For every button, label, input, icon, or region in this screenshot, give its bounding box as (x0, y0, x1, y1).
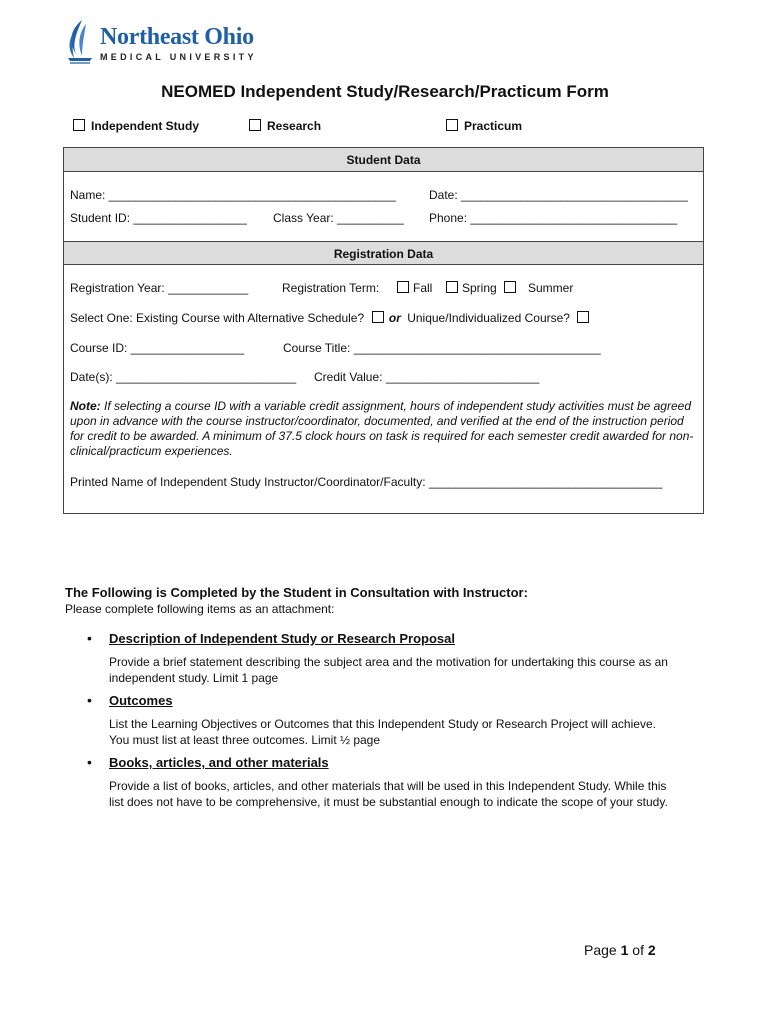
page-prefix: Page (584, 942, 621, 958)
term-label: Summer (528, 281, 574, 295)
name-field[interactable]: Name: ___________________________________________ (70, 188, 396, 202)
class-year-field[interactable]: Class Year: __________ (273, 211, 404, 225)
note-text: If selecting a course ID with a variable credit assignment, hours of independent study activities must be agreed upon in advance with the course instructor/coordinator, documented, and verified at the end of the instruction period for credit to be awarded. A minimum of 37.5 clock hours on task is required for each semester credit awarded for non-clinical/practicum experiences. (70, 399, 694, 458)
item-title: Outcomes (109, 693, 173, 708)
registration-note (70, 399, 700, 459)
select-one-suffix: Unique/Individualized Course? (407, 311, 570, 325)
select-one-row (70, 311, 595, 325)
option-practicum[interactable] (446, 119, 522, 133)
option-label: Research (267, 119, 322, 133)
page-current: 1 (620, 942, 629, 958)
term-spring[interactable] (446, 281, 497, 295)
checkbox-research[interactable] (249, 119, 261, 131)
item-title: Books, articles, and other materials (109, 755, 329, 770)
bullet-icon: • (87, 692, 92, 708)
university-logo (62, 18, 262, 68)
consultation-subheading: Please complete following items as an attachment: (65, 602, 335, 616)
checkbox-spring[interactable] (446, 281, 458, 293)
select-or: or (388, 311, 401, 325)
course-id-field[interactable]: Course ID: _________________ (70, 341, 245, 355)
page-total: 2 (647, 942, 656, 958)
select-one-prefix: Select One: Existing Course with Alternative Schedule? (70, 311, 365, 325)
item-description: Provide a list of books, articles, and other materials that will be used in this Independent Study. While this list does not have to be comprehensive, it must be substantial enough to indicate the scope of your study. (109, 779, 668, 809)
registration-year-field[interactable]: Registration Year: ____________ (70, 281, 249, 295)
form-title: NEOMED Independent Study/Research/Practicum Form (161, 82, 609, 101)
student-id-field[interactable]: Student ID: _________________ (70, 211, 247, 225)
item-description: List the Learning Objectives or Outcomes that this Independent Study or Research Project will achieve. You must list at least three outcomes. Limit ½ page (109, 717, 656, 747)
logo-name: Northeast Ohio (100, 24, 254, 50)
bullet-icon: • (87, 754, 92, 770)
term-summer[interactable] (504, 281, 573, 295)
term-label: Spring (462, 281, 497, 295)
checkbox-independent-study[interactable] (73, 119, 85, 131)
item-title: Description of Independent Study or Research Proposal (109, 631, 456, 646)
option-research[interactable] (249, 119, 321, 133)
item-description: Provide a brief statement describing the subject area and the motivation for undertaking this course as an independent study. Limit 1 page (109, 655, 668, 685)
registration-term-label: Registration Term: (282, 281, 380, 295)
checkbox-practicum[interactable] (446, 119, 458, 131)
date-field[interactable]: Date: __________________________________ (429, 188, 688, 202)
registration-data-header: Registration Data (64, 241, 703, 265)
term-fall[interactable] (397, 281, 432, 295)
checkbox-summer[interactable] (504, 281, 516, 293)
page-number (584, 942, 656, 958)
course-title-field[interactable]: Course Title: _____________________________________ (283, 341, 601, 355)
note-label: Note: (70, 399, 101, 413)
checkbox-existing-course[interactable] (372, 311, 384, 323)
term-label: Fall (413, 281, 433, 295)
phone-field[interactable]: Phone: _______________________________ (429, 211, 678, 225)
instructor-name-field[interactable]: Printed Name of Independent Study Instructor/Coordinator/Faculty: ___________________________________ (70, 475, 663, 489)
page-of: of (628, 942, 648, 958)
option-independent-study[interactable] (73, 119, 199, 133)
consultation-heading: The Following is Completed by the Student in Consultation with Instructor: (65, 585, 528, 600)
bullet-icon: • (87, 630, 92, 646)
checkbox-unique-course[interactable] (577, 311, 589, 323)
option-label: Practicum (464, 119, 523, 133)
option-label: Independent Study (91, 119, 199, 133)
credit-value-field[interactable]: Credit Value: _______________________ (314, 370, 540, 384)
logo-subtitle: MEDICAL UNIVERSITY (100, 52, 257, 62)
checkbox-fall[interactable] (397, 281, 409, 293)
flame-logo-icon (62, 18, 98, 68)
form-box (63, 147, 704, 514)
dates-field[interactable]: Date(s): ___________________________ (70, 370, 297, 384)
student-data-header: Student Data (64, 148, 703, 172)
